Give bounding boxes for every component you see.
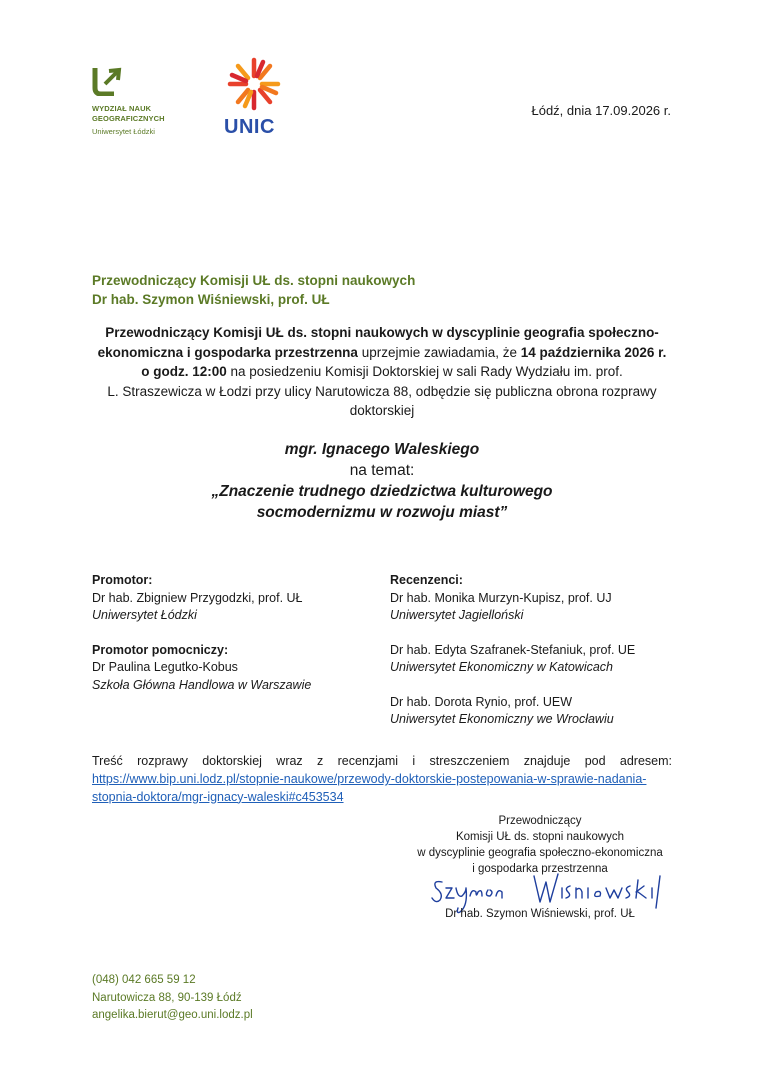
signature-line1: Przewodniczący [498, 815, 582, 827]
signature-name: Dr hab. Szymon Wiśniewski, prof. UŁ [445, 908, 635, 920]
reviewers-column [390, 572, 680, 729]
thesis-link-line1[interactable]: https://www.bip.uni.lodz.pl/stopnie-naukowe/przewody-doktorskie-postepowania-w-sprawie-nadania- [92, 772, 647, 786]
faculty-logo [92, 66, 202, 146]
reviewer-name: Dr hab. Edyta Szafranek-Stefaniuk, prof. UE [390, 642, 636, 657]
reviewer-university: Uniwersytet Ekonomiczny we Wrocławiu [390, 712, 614, 726]
faculty-logo-line2: GEOGRAFICZNYCH [92, 114, 165, 123]
document-date: Łódź, dnia 17.09.2026 r. [531, 103, 671, 118]
footer [92, 972, 253, 1025]
header-chair-name: Dr hab. Szymon Wiśniewski, prof. UŁ [92, 292, 330, 307]
reviewer-name: Dr hab. Monika Murzyn-Kupisz, prof. UJ [390, 590, 612, 605]
signature-line4: i gospodarka przestrzenna [472, 863, 608, 875]
notice-text: Treść rozprawy doktorskiej wraz z recenzjami i streszczeniem znajduje pod adresem: [92, 754, 672, 768]
aux-promotor-university: Szkoła Główna Handlowa w Warszawie [92, 677, 312, 692]
footer-phone: (048) 042 665 59 12 [92, 974, 196, 986]
reviewer-university: Uniwersytet Ekonomiczny w Katowicach [390, 660, 613, 674]
unic-logo [222, 56, 292, 141]
reviewers-label: Recenzenci: [390, 573, 463, 587]
signature-line3: w dyscyplinie geografia społeczno-ekonomiczna [417, 847, 663, 859]
candidate-name: mgr. Ignacego Waleskiego [284, 441, 480, 458]
announcement-text1: uprzejmie zawiadamia, że [357, 344, 521, 360]
promotor-university: Uniwersytet Łódzki [92, 608, 197, 622]
footer-address: Narutowicza 88, 90-139 Łódź [92, 991, 242, 1004]
thesis-title-line2: socmodernizmu w rozwoju miast” [256, 504, 508, 521]
aux-promotor-label: Promotor pomocniczy: [92, 642, 229, 657]
faculty-logo-line3: Uniwersytet Łódzki [92, 127, 155, 136]
header-title: Przewodniczący Komisji UŁ ds. stopni naukowych [92, 273, 416, 288]
announcement-text4: doktorskiej [349, 403, 415, 418]
announcement [92, 323, 672, 421]
defense-time: o godz. 12:00 [141, 364, 227, 379]
thesis-link[interactable] [92, 771, 672, 806]
aux-promotor-name: Dr Paulina Legutko-Kobus [92, 660, 238, 674]
topic-label: na temat: [349, 462, 415, 479]
defense-date: 14 października 2026 r. [520, 344, 667, 360]
footer-email[interactable]: angelika.bierut@geo.uni.lodz.pl [92, 1009, 253, 1021]
promotor-name: Dr hab. Zbigniew Przygodzki, prof. UŁ [92, 590, 303, 605]
thesis-link-line2[interactable]: stopnia-doktora/mgr-ignacy-waleski#c453534 [92, 789, 344, 804]
thesis-title-line1: „Znaczenie trudnego dziedzictwa kulturowego [211, 483, 553, 500]
promoters-column [92, 572, 382, 694]
signature-line2: Komisji UŁ ds. stopni naukowych [455, 831, 625, 843]
unic-star-icon [222, 56, 286, 112]
candidate-block [92, 439, 672, 523]
unic-logo-text: UNIC [224, 116, 275, 138]
faculty-logo-line1: WYDZIAŁ NAUK [92, 104, 152, 113]
faculty-logo-icon [92, 66, 126, 96]
announcement-intro: Przewodniczący Komisji UŁ ds. stopni naukowych w dyscyplinie geografia społeczno-ekonomiczna i gospodarka przestrzenna [97, 325, 659, 360]
promotor-label: Promotor: [92, 573, 153, 587]
reviewer-university: Uniwersytet Jagielloński [390, 608, 524, 622]
announcement-text3: L. Straszewicza w Łodzi przy ulicy Narutowicza 88, odbędzie się publiczna obrona rozprawy [107, 383, 657, 399]
announcement-text2: na posiedzeniu Komisji Doktorskiej w sali Rady Wydziału im. prof. [226, 364, 623, 379]
reviewer-name: Dr hab. Dorota Rynio, prof. UEW [390, 694, 573, 709]
